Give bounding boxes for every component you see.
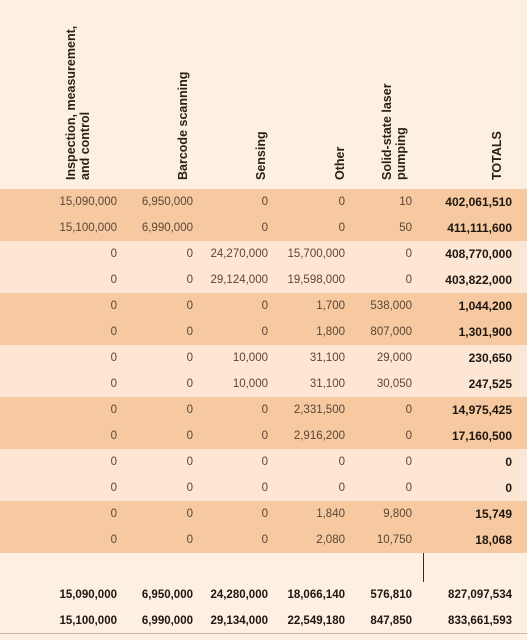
- table-row: [0, 475, 527, 501]
- table-cell: 0: [186, 534, 193, 546]
- table-cell: 10: [399, 196, 412, 208]
- table-totals: [0, 582, 527, 634]
- table-cell: 29,124,000: [210, 274, 268, 286]
- row-total-cell: 827,097,534: [448, 589, 512, 601]
- table-row: [0, 527, 527, 553]
- row-total-cell: 14,975,425: [451, 403, 512, 417]
- table-row: [0, 397, 527, 423]
- row-total-cell: 403,822,000: [445, 273, 512, 287]
- table-cell: 10,000: [232, 378, 268, 390]
- table-cell: 2,916,200: [293, 430, 345, 442]
- row-total-cell: 18,068: [475, 533, 512, 547]
- table-cell: 0: [261, 196, 268, 208]
- header-other: Other: [333, 146, 347, 180]
- table-cell: 0: [405, 456, 412, 468]
- table-row: [0, 267, 527, 293]
- table-cell: 0: [261, 534, 268, 546]
- row-total-cell: 0: [505, 455, 512, 469]
- table-cell: 2,080: [316, 534, 345, 546]
- table-cell: 0: [261, 300, 268, 312]
- table-cell: 0: [110, 404, 117, 416]
- table-cell: 0: [405, 430, 412, 442]
- table-cell: 0: [405, 404, 412, 416]
- row-group: [0, 189, 527, 241]
- table-cell: 6,990,000: [141, 615, 193, 627]
- row-group: [0, 449, 527, 501]
- table-cell: 0: [110, 248, 117, 260]
- table-cell: 576,810: [370, 589, 412, 601]
- table-cell: 0: [186, 430, 193, 442]
- table-cell: 0: [186, 248, 193, 260]
- table-cell: 0: [110, 352, 117, 364]
- table-cell: 1,840: [316, 508, 345, 520]
- table-cell: 0: [110, 326, 117, 338]
- row-group: [0, 397, 527, 449]
- table-cell: 18,066,140: [287, 589, 345, 601]
- header-solid-state: Solid-state laser pumping: [380, 83, 408, 180]
- table-row: [0, 423, 527, 449]
- row-total-cell: 0: [505, 481, 512, 495]
- table-cell: 15,090,000: [59, 196, 117, 208]
- table-cell: 0: [261, 222, 268, 234]
- table-row: [0, 241, 527, 267]
- header-inspection: Inspection, measurement, and control: [64, 25, 92, 180]
- table-cell: 0: [186, 456, 193, 468]
- table-cell: 29,134,000: [210, 615, 268, 627]
- row-group: [0, 241, 527, 293]
- table-cell: 0: [110, 430, 117, 442]
- table-row: [0, 345, 527, 371]
- row-group: [0, 293, 527, 345]
- table-cell: 0: [405, 482, 412, 494]
- table-cell: 0: [186, 274, 193, 286]
- table-cell: 0: [110, 274, 117, 286]
- table-cell: 15,090,000: [59, 589, 117, 601]
- table-cell: 0: [261, 430, 268, 442]
- table-row: [0, 215, 527, 241]
- table-row: [0, 293, 527, 319]
- table-cell: 538,000: [370, 300, 412, 312]
- table-cell: 0: [186, 352, 193, 364]
- table-cell: 0: [338, 196, 345, 208]
- row-total-cell: 247,525: [468, 377, 512, 391]
- header-totals: TOTALS: [490, 131, 504, 180]
- table-cell: 15,100,000: [59, 615, 117, 627]
- row-total-cell: 17,160,500: [451, 429, 512, 443]
- table-cell: 0: [110, 456, 117, 468]
- table-cell: 0: [338, 482, 345, 494]
- table-cell: 22,549,180: [287, 615, 345, 627]
- table-cell: 0: [186, 378, 193, 390]
- table-cell: 24,280,000: [210, 589, 268, 601]
- table-cell: 0: [110, 482, 117, 494]
- table-row: [0, 449, 527, 475]
- table-cell: 0: [261, 326, 268, 338]
- row-total-cell: 833,661,593: [448, 615, 512, 627]
- row-total-cell: 402,061,510: [445, 195, 512, 209]
- table-cell: 0: [110, 300, 117, 312]
- table-header: [0, 0, 527, 189]
- row-total-cell: 408,770,000: [445, 247, 512, 261]
- row-total-cell: 411,111,600: [447, 221, 512, 235]
- table-cell: 0: [261, 482, 268, 494]
- table-cell: 0: [405, 274, 412, 286]
- table-cell: 31,100: [309, 352, 345, 364]
- totals-row: [0, 608, 527, 634]
- table-cell: 807,000: [370, 326, 412, 338]
- table-row: [0, 501, 527, 527]
- table-cell: 0: [186, 404, 193, 416]
- table-cell: 0: [186, 300, 193, 312]
- table-cell: 0: [338, 222, 345, 234]
- totals-row: [0, 582, 527, 608]
- table-cell: 10,750: [376, 534, 412, 546]
- table-cell: 24,270,000: [210, 248, 268, 260]
- table-cell: 1,700: [316, 300, 345, 312]
- table-cell: 0: [186, 508, 193, 520]
- row-total-cell: 15,749: [475, 507, 512, 521]
- row-group: [0, 345, 527, 397]
- table-cell: 0: [261, 508, 268, 520]
- table-cell: 10,000: [232, 352, 268, 364]
- table-cell: 0: [338, 456, 345, 468]
- table-cell: 0: [261, 404, 268, 416]
- table-cell: 9,800: [383, 508, 412, 520]
- table-body: [0, 189, 527, 553]
- table-cell: 15,100,000: [59, 222, 117, 234]
- table-cell: 19,598,000: [287, 274, 345, 286]
- table-row: [0, 319, 527, 345]
- table-row: [0, 371, 527, 397]
- row-total-cell: 1,301,900: [458, 325, 512, 339]
- table-cell: 15,700,000: [287, 248, 345, 260]
- table-cell: 0: [261, 456, 268, 468]
- table-cell: 847,850: [370, 615, 412, 627]
- table-cell: 1,800: [316, 326, 345, 338]
- table-cell: 29,000: [376, 352, 412, 364]
- table-cell: 0: [186, 326, 193, 338]
- table-cell: 0: [186, 482, 193, 494]
- row-group: [0, 501, 527, 553]
- row-total-cell: 230,650: [468, 351, 512, 365]
- table-cell: 2,331,500: [293, 404, 345, 416]
- table-cell: 50: [399, 222, 412, 234]
- header-sensing: Sensing: [254, 131, 268, 180]
- table-cell: 30,050: [376, 378, 412, 390]
- table-cell: 6,950,000: [141, 196, 193, 208]
- bottom-rule: [0, 633, 527, 634]
- table-cell: 0: [110, 508, 117, 520]
- row-total-cell: 1,044,200: [458, 299, 512, 313]
- table-cell: 0: [405, 248, 412, 260]
- table-cell: 0: [110, 378, 117, 390]
- table-cell: 0: [110, 534, 117, 546]
- table-cell: 31,100: [309, 378, 345, 390]
- header-barcode: Barcode scanning: [176, 71, 190, 180]
- table-cell: 6,950,000: [141, 589, 193, 601]
- table-row: [0, 189, 527, 215]
- table-cell: 6,990,000: [141, 222, 193, 234]
